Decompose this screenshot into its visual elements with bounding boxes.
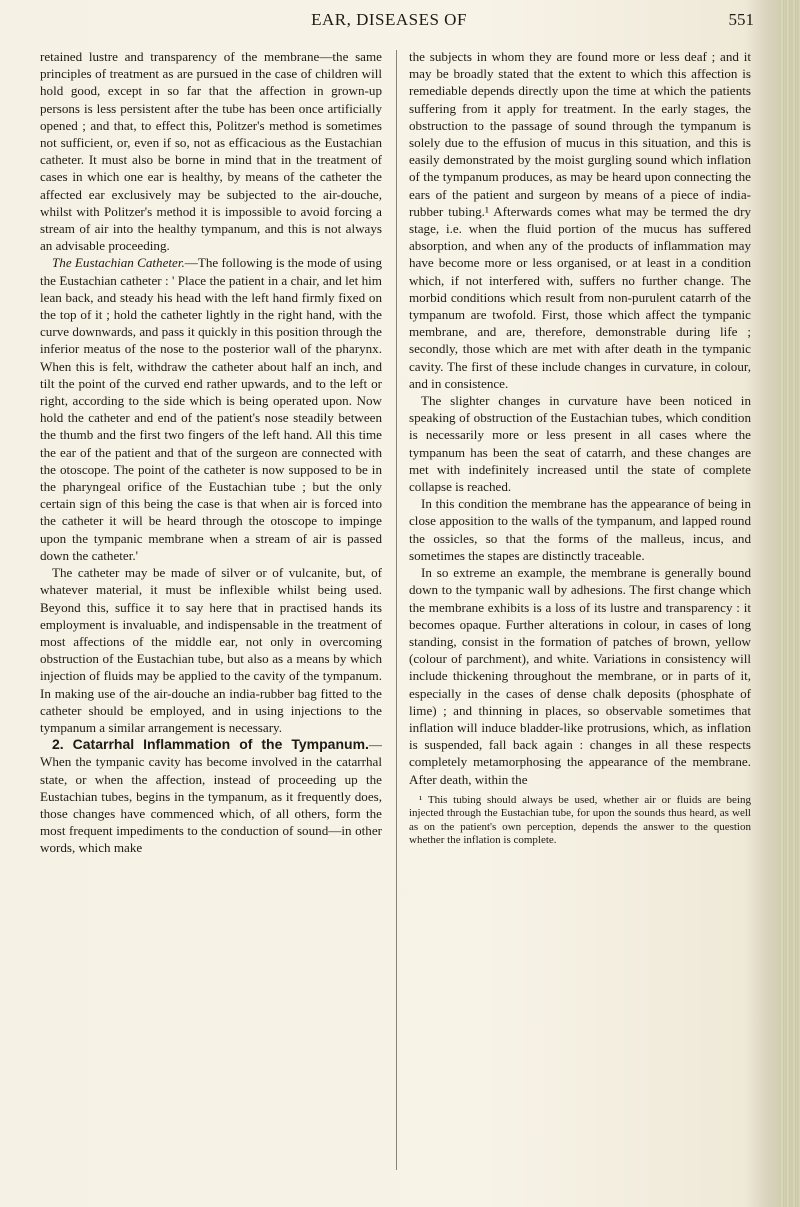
- left-column: [40, 48, 382, 857]
- paragraph: The catheter may be made of silver or of vulcanite, but, of whatever material, it must be inflexible whilst being used. Beyond this, suffice it to say here that in practised hands its employment is invaluable, and indispensable in the treatment of most affections of the middle ear, not only in overcoming obstruction of the Eustachian tube, but also as a means by which injection of fluids may be applied to the cavity of the tympanum. In making use of the air-douche an india-rubber bag fitted to the catheter should be employed, and in using injections to the tympanum a similar arrangement is necessary.: [40, 565, 382, 735]
- page-edge: [778, 0, 800, 1207]
- page-header: [24, 10, 754, 38]
- paragraph: In this condition the membrane has the appearance of being in close apposition to the walls of the tympanum, and lapped round the ossicles, so that the forms of the malleus, incus, and sometimes the stapes are distinctly traceable.: [409, 496, 751, 563]
- paragraph: [40, 254, 382, 564]
- subheading: The Eustachian Catheter.: [52, 255, 185, 271]
- footnote: ¹ This tubing should always be used, whether air or fluids are being injected through the Eustachian tube, for upon the sounds thus heard, as well as on the patient's own perception, depends the answer to the question whether the inflation is complete.: [409, 793, 751, 846]
- column-divider: [396, 50, 397, 1170]
- page-number: 551: [728, 10, 754, 29]
- paragraph: [40, 736, 382, 856]
- right-column: [409, 48, 751, 847]
- paragraph-body: —The following is the mode of using the Eustachian catheter : ' Place the patient in a chair, and let him lean back, and steady his head with the left hand firmly fixed on the top of it ; hold the catheter lightly in the right hand, with the curve downwards, and pass it quickly in this position through the inferior meatus of the nose to the posterior wall of the pharynx. When this is felt, withdraw the catheter about half an inch, and tilt the point of the curved end rather upwards, and to the left or right, according to the side which is being operated upon. Now hold the catheter and end of the patient's nose steadily between the thumb and the first two fingers of the left hand. All this time the ear of the patient and that of the surgeon are connected with the otoscope. The point of the catheter is now supposed to be in the pharyngeal orifice of the Eustachian tube ; but the only certain sign of this being the case is that when air is forced into the catheter it will be heard through the otoscope to impinge upon the tympanic membrane when a stream of air is passed down the catheter.': [40, 255, 382, 563]
- paragraph: In so extreme an example, the membrane is generally bound down to the tympanic wall by adhesions. The first change which the membrane exhibits is a loss of its lustre and transparency : it becomes opaque. Further alterations in colour, in cases of long standing, consist in the formation of patches of brown, yellow (colour of parchment), and white. Variations in consistency will include thickening throughout the membrane, or in parts of it, especially in the cases of dense chalk deposits (phosphate of lime) ; and thinning in places, so observable sometimes that inflation will induce bladder-like protrusions, which, as inflation is suspended, fall back again : changes in all these respects completely metamorphosing the appearance of the membrane. After death, within the: [409, 565, 751, 787]
- section-heading: 2. Catarrhal Inflammation of the Tympanum.: [52, 736, 369, 753]
- running-title: EAR, DISEASES OF: [311, 10, 467, 29]
- paragraph-body: —When the tympanic cavity has become involved in the catarrhal state, or when the affection, instead of proceeding up the Eustachian tubes, begins in the tympanum, as it frequently does, those changes have commenced which, of all others, form the most frequent impediments to the conduction of sound—in other words, which make: [40, 737, 382, 856]
- paragraph: The slighter changes in curvature have been noticed in speaking of obstruction of the Eustachian tubes, which condition is necessarily more or less present in all cases where the tympanum has been the seat of catarrh, and these changes are met with indefinitely increased until the state of complete collapse is reached.: [409, 393, 751, 495]
- paragraph: the subjects in whom they are found more or less deaf ; and it may be broadly stated that the extent to which this affection is remediable depends directly upon the time at which the patients suffering from it apply for treatment. In the early stages, the obstruction to the passage of sound through the tympanum is solely due to the effusion of mucus in this situation, and this is easily demonstrated by the moist gurgling sound which inflation of the tympanum produces, as may be heard upon connecting the ears of the patient and surgeon by means of a piece of india-rubber tubing.¹ Afterwards comes what may be termed the dry stage, i.e. when the fluid portion of the mucus has suffered absorption, and when any of the products of inflammation may have become more or less organised, or at least in a condition which, if not interfered with, suffers no further change. The morbid conditions which result from non-purulent catarrh of the tympanum are twofold. First, those which affect the tympanic membrane, and are, therefore, demonstrable during life ; secondly, those which are met with after death in the tympanic cavity. The first of these include changes in curvature, in colour, and in consistence.: [409, 49, 751, 391]
- paragraph: retained lustre and transparency of the membrane—the same principles of treatment as are pursued in the case of children will hold good, except in so far that the affection in grown-up persons is less persistent after the tube has been once artificially opened ; and that, to effect this, Politzer's method is sometimes not sufficient, or, even if so, not as efficacious as the Eustachian catheter. It must also be borne in mind that in the treatment of cases in which one ear is healthy, by means of the catheter the affected ear exclusively may be subjected to the air-douche, whilst with Politzer's method it is impossible to avoid forcing a stream of air into the healthy tympanum, and this is not always an advisable proceeding.: [40, 49, 382, 254]
